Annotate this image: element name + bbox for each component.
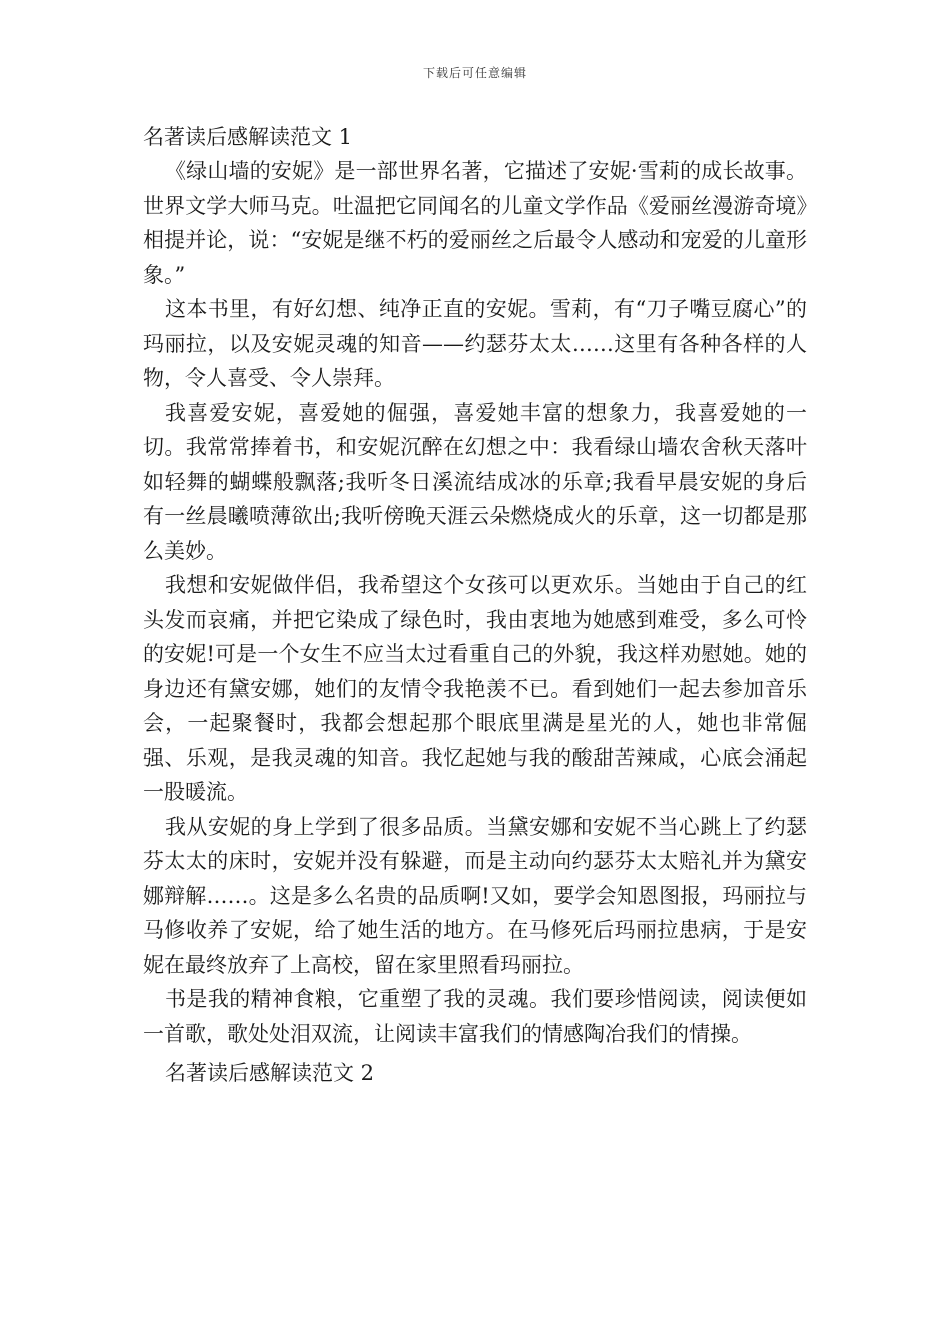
paragraph-2: 这本书里，有好幻想、纯净正直的安妮。雪莉，有“刀子嘴豆腐心”的玛丽拉，以及安妮灵魂的知音——约瑟芬太太……这里有各种各样的人物，令人喜受、令人崇拜。 — [143, 297, 807, 390]
paragraph-3: 我喜爱安妮，喜爱她的倔强，喜爱她丰富的想象力，我喜爱她的一切。我常常捧着书，和安妮沉醉在幻想之中：我看绿山墙农舍秋天落叶如轻舞的蝴蝶般飘落;我听冬日溪流结成冰的乐章;我看早晨安妮的身后有一丝晨曦喷薄欲出;我听傍晚天涯云朵燃烧成火的乐章，这一切都是那么美妙。 — [143, 400, 807, 563]
article-title: 名著读后感解读范文 1 — [143, 125, 353, 149]
next-article-title: 名著读后感解读范文 2 — [165, 1061, 375, 1085]
paragraph-5: 我从安妮的身上学到了很多品质。当黛安娜和安妮不当心跳上了约瑟芬太太的床时，安妮并没有躲避，而是主动向约瑟芬太太赔礼并为黛安娜辩解……。这是多么名贵的品质啊!又如，要学会知恩图报，玛丽拉与马修收养了安妮，给了她生活的地方。在马修死后玛丽拉患病，于是安妮在最终放弃了上高校，留在家里照看玛丽拉。 — [143, 814, 807, 977]
paragraph-6: 书是我的精神食粮，它重塑了我的灵魂。我们要珍惜阅读，阅读便如一首歌，歌处处泪双流，让阅读丰富我们的情感陶冶我们的情操。 — [143, 987, 807, 1046]
page-header-note: 下载后可任意编辑 — [422, 66, 527, 80]
paragraph-4: 我想和安妮做伴侣，我希望这个女孩可以更欢乐。当她由于自己的红头发而哀痛，并把它染成了绿色时，我由衷地为她感到难受，多么可怜的安妮!可是一个女生不应当太过看重自己的外貌，我这样劝慰她。她的身边还有黛安娜，她们的友情令我艳羡不已。看到她们一起去参加音乐会，一起聚餐时，我都会想起那个眼底里满是星光的人，她也非常倔强、乐观，是我灵魂的知音。我忆起她与我的酸甜苦辣咸，心底会涌起一股暖流。 — [143, 573, 807, 804]
paragraph-1: 《绿山墙的安妮》是一部世界名著，它描述了安妮·雪莉的成长故事。世界文学大师马克。吐温把它同闻名的儿童文学作品《爱丽丝漫游奇境》相提并论，说：“安妮是继不朽的爱丽丝之后最令人感动和宠爱的儿童形象。” — [143, 159, 807, 287]
document-body — [143, 120, 807, 1090]
